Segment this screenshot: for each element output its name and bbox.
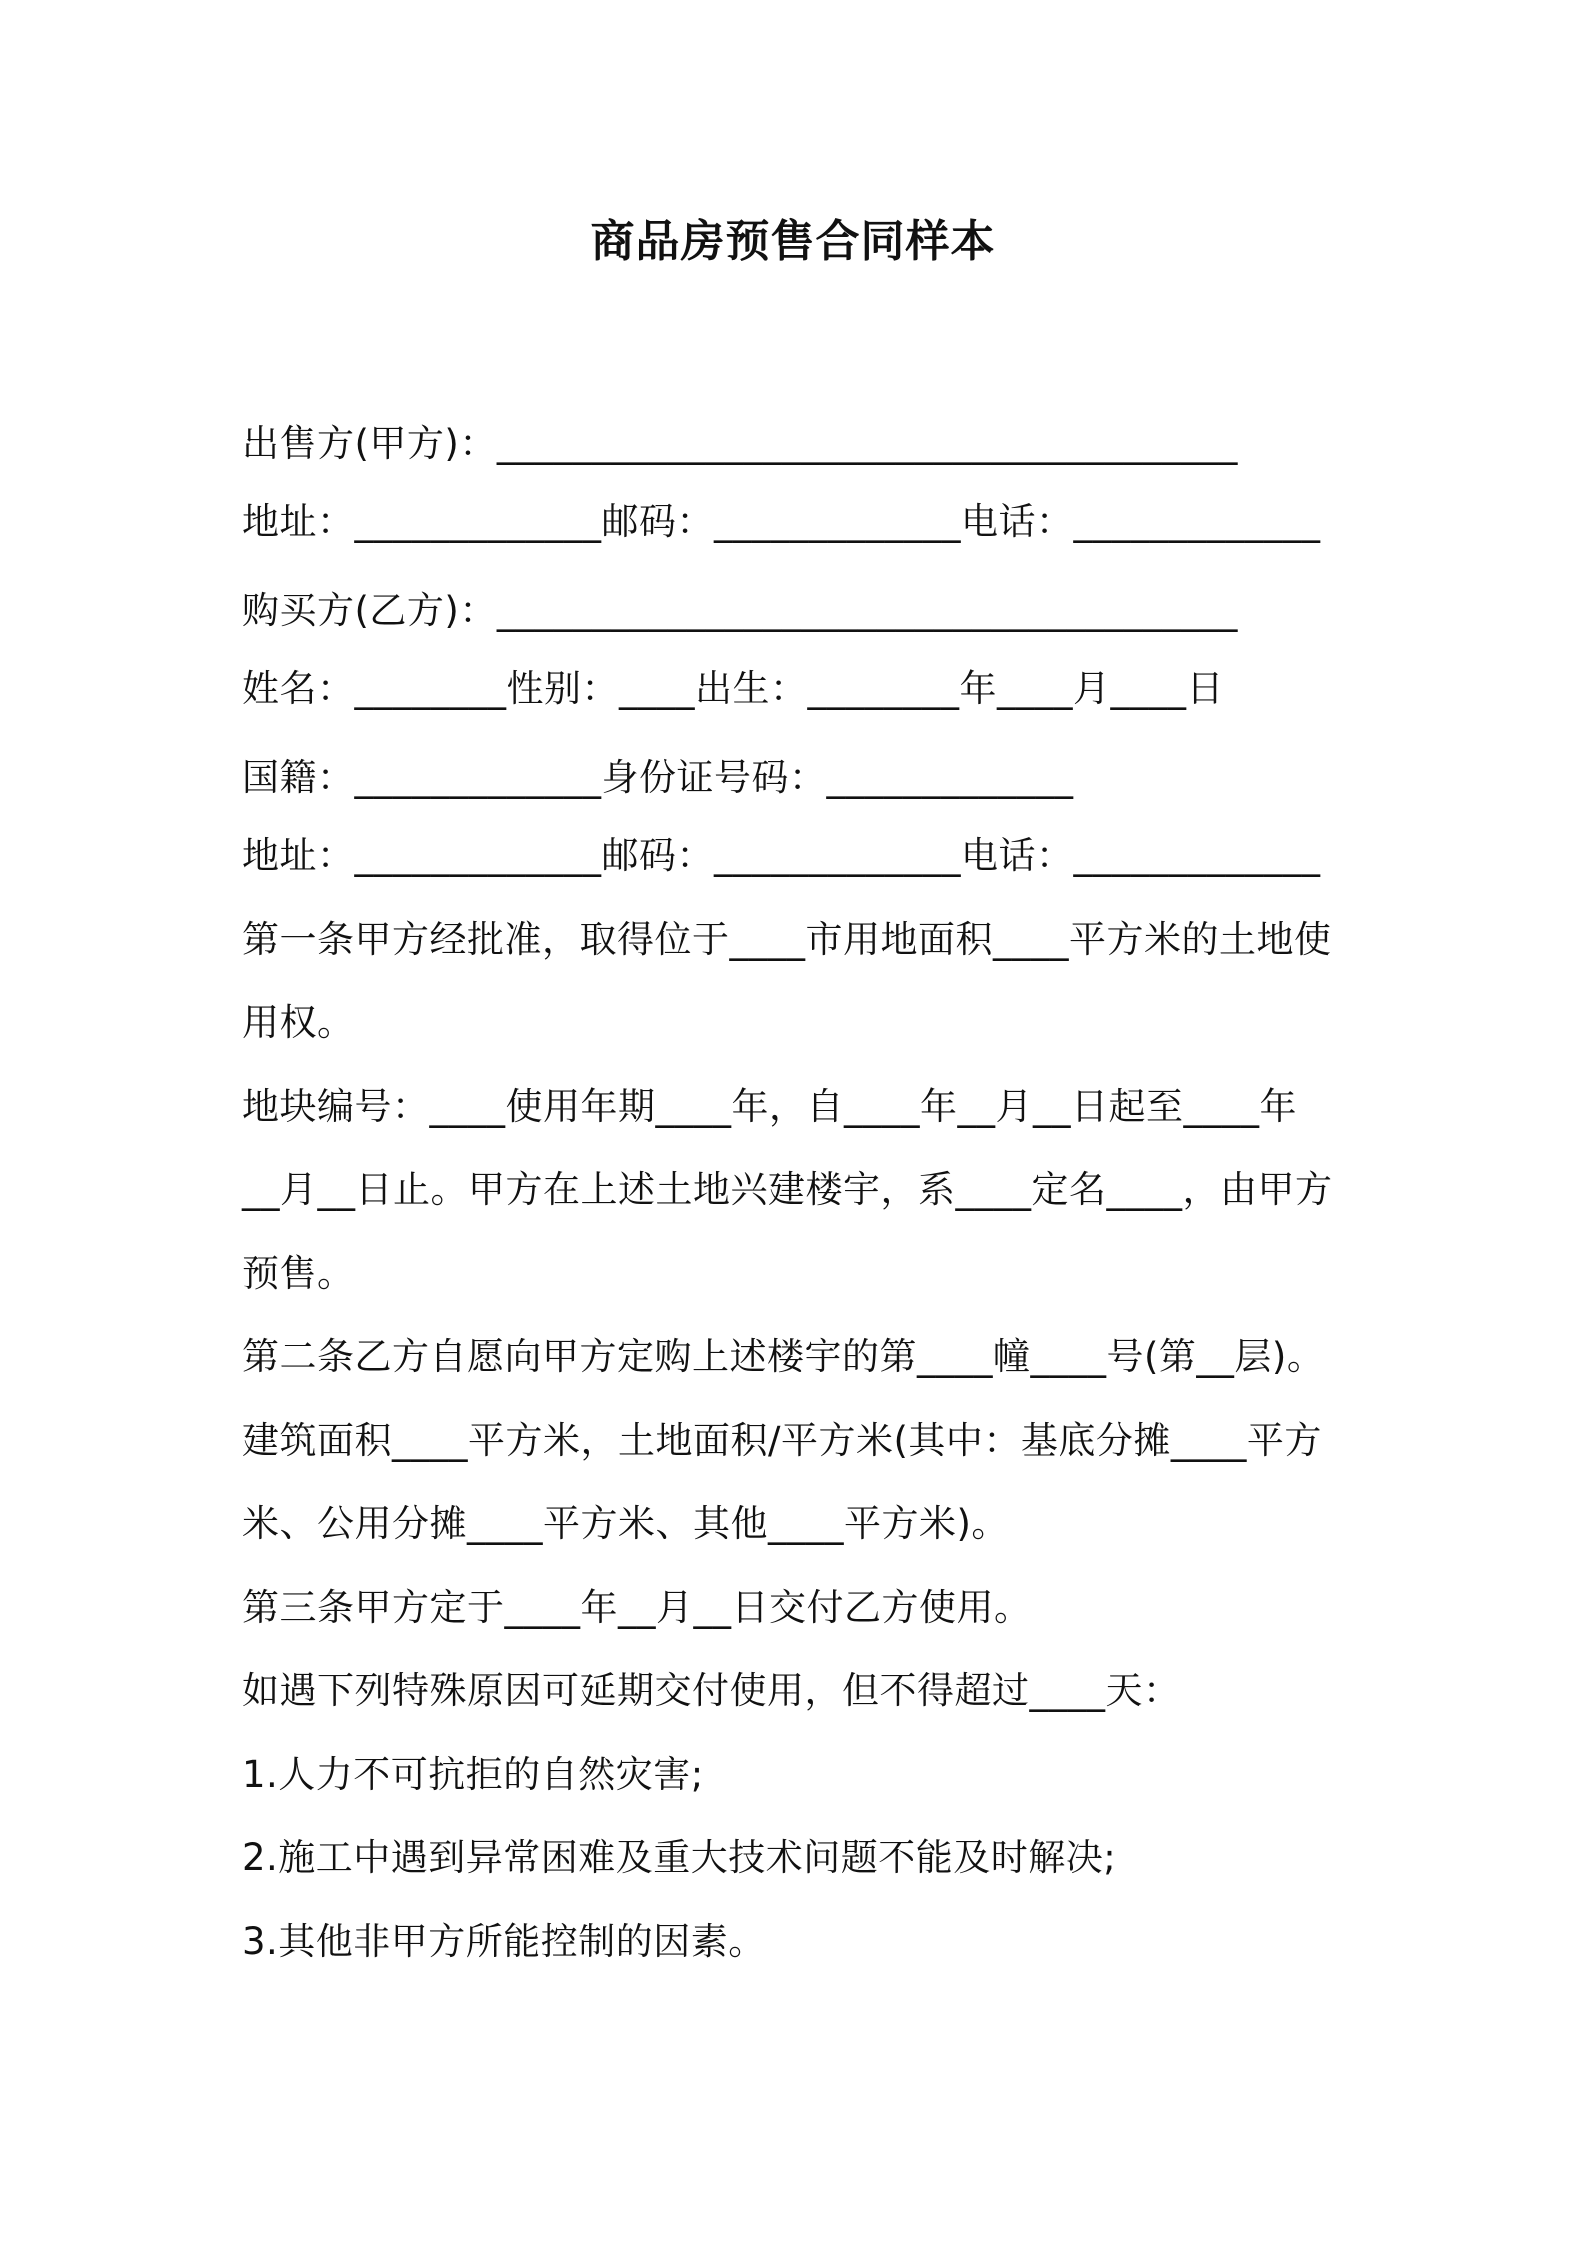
article-1-line-1: 第一条甲方经批准，取得位于____市用地面积____平方米的土地使 [242,918,1332,961]
land-info-line-2: __月__日止。甲方在上述土地兴建楼宇，系____定名____，由甲方 [242,1168,1333,1211]
article-3-line-1: 第三条甲方定于____年__月__日交付乙方使用。 [242,1586,1032,1629]
article-1-line-2: 用权。 [242,1001,355,1044]
land-info-line-3: 预售。 [242,1252,355,1295]
article-2-line-2: 建筑面积____平方米，土地面积/平方米(其中：基底分摊____平方 [242,1419,1322,1462]
article-3-line-2: 如遇下列特殊原因可延期交付使用，但不得超过____天： [242,1669,1181,1712]
buyer-name-line: 姓名：________性别：____出生：________年____月____日 [242,667,1224,710]
buyer-nationality-line: 国籍：_____________身份证号码：_____________ [242,756,1074,799]
document-title: 商品房预售合同样本 [590,216,996,267]
article-2-line-3: 米、公用分摊____平方米、其他____平方米)。 [242,1502,1009,1545]
delay-reason-3: 3.其他非甲方所能控制的因素。 [242,1920,766,1963]
seller-address-line: 地址：_____________邮码：_____________电话：_____________ [242,500,1321,543]
delay-reason-2: 2.施工中遇到异常困难及重大技术问题不能及时解决; [242,1836,1117,1879]
article-2-line-1: 第二条乙方自愿向甲方定购上述楼宇的第____幢____号(第__层)。 [242,1335,1325,1378]
land-info-line-1: 地块编号：____使用年期____年，自____年__月__日起至____年 [242,1085,1297,1128]
buyer-line: 购买方(乙方)：_______________________________________ [242,589,1238,632]
seller-line: 出售方(甲方)：_______________________________________ [242,422,1238,465]
buyer-address-line: 地址：_____________邮码：_____________电话：_____________ [242,834,1321,877]
delay-reason-1: 1.人力不可抗拒的自然灾害; [242,1753,704,1796]
